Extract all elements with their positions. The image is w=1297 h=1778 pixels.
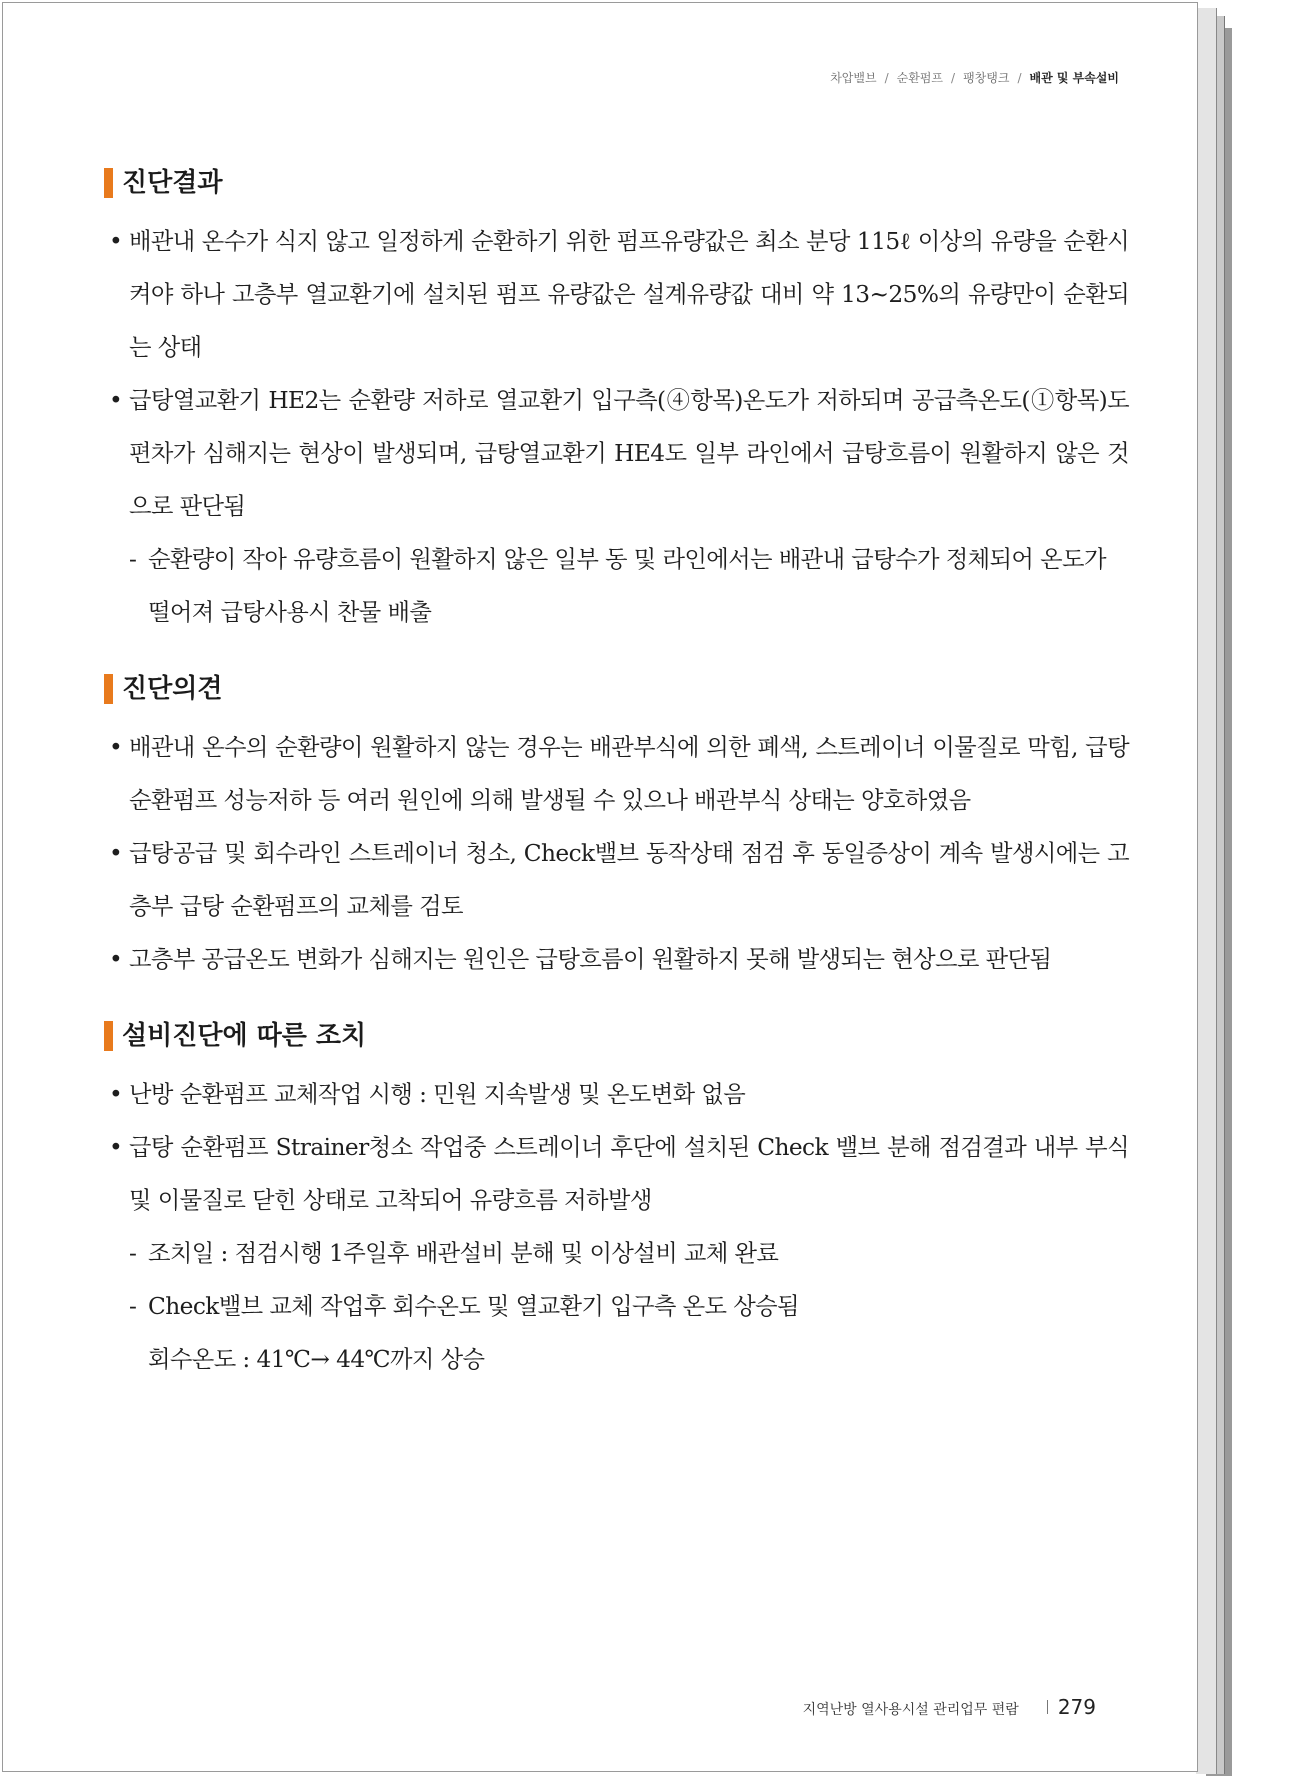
document-page [2,2,1198,1772]
section-title: 진단의견 [122,674,223,704]
breadcrumb-item: 차압밸브 [830,71,877,85]
breadcrumb-current: 배관 및 부속설비 [1029,71,1119,85]
footer-divider [1047,1700,1048,1714]
bullet-text: 급탕 순환펌프 Strainer청소 작업중 스트레이너 후단에 설치된 Check 밸브 분해 점검결과 내부 부식 및 이물질로 닫힌 상태로 고착되어 유량흐름 저하발생 [129,1134,1129,1214]
accent-bar [104,168,113,198]
continuation-text: 회수온도 : 41℃→ 44℃까지 상승 [148,1346,485,1373]
sub-item [104,1227,1129,1280]
bullet-text: 급탕열교환기 HE2는 순환량 저하로 열교환기 입구측(④항목)온도가 저하되며 공급측온도(①항목)도 편차가 심해지는 현상이 발생되며, 급탕열교환기 HE4도 일부 라인에서 급탕흐름이 원활하지 않은 것으로 판단됨 [129,387,1129,520]
bullet-text: 고층부 공급온도 변화가 심해지는 원인은 급탕흐름이 원활하지 못해 발생되는 현상으로 판단됨 [129,946,1052,973]
section-title: 진단결과 [122,168,223,198]
bullet-item [104,215,1129,374]
sub-item-text: 순환량이 작아 유량흐름이 원활하지 않은 일부 동 및 라인에서는 배관내 급탕수가 정체되어 온도가 떨어져 급탕사용시 찬물 배출 [148,546,1106,626]
breadcrumb-separator: / [951,71,956,85]
sub-item [104,1280,1129,1333]
page-number: 279 [1057,1695,1096,1719]
bullet-text: 급탕공급 및 회수라인 스트레이너 청소, Check밸브 동작상태 점검 후 동일증상이 계속 발생시에는 고층부 급탕 순환펌프의 교체를 검토 [129,840,1129,920]
bullet-dot-icon: • [109,1134,123,1161]
dash-marker: - [129,1293,137,1320]
sub-item [104,533,1129,639]
page-stack-edge [1196,8,1217,1774]
breadcrumb-item: 순환펌프 [896,71,944,85]
bullet-dot-icon: • [109,1081,123,1108]
dash-marker: - [129,1240,137,1267]
page-footer [803,1695,1096,1719]
bullet-item [104,933,1129,986]
bullet-dot-icon: • [109,840,123,867]
breadcrumb-item: 팽창탱크 [963,71,1010,85]
main-content [104,163,1129,1386]
bullet-text: 배관내 온수가 식지 않고 일정하게 순환하기 위한 펌프유량값은 최소 분당 115ℓ 이상의 유량을 순환시켜야 하나 고층부 열교환기에 설치된 펌프 유량값은 설계유량값 대비 약 13~25%의 유량만이 순환되는 상태 [129,228,1129,361]
section-title: 설비진단에 따른 조치 [122,1021,367,1051]
section-heading [104,669,1129,709]
bullet-dot-icon: • [109,228,123,255]
breadcrumb [830,69,1119,86]
bullet-item [104,374,1129,533]
accent-bar [104,674,113,704]
bullet-dot-icon: • [109,387,123,414]
section-actions [104,1016,1129,1386]
bullet-text: 배관내 온수의 순환량이 원활하지 않는 경우는 배관부식에 의한 폐색, 스트레이너 이물질로 막힘, 급탕순환펌프 성능저하 등 여러 원인에 의해 발생될 수 있으나 배관부식 상태는 양호하였음 [129,734,1129,814]
bullet-text: 난방 순환펌프 교체작업 시행 : 민원 지속발생 및 온도변화 없음 [129,1081,746,1108]
section-diagnosis-result [104,163,1129,639]
bullet-dot-icon: • [109,734,123,761]
sub-item-text: Check밸브 교체 작업후 회수온도 및 열교환기 입구측 온도 상승됨 [148,1293,799,1320]
breadcrumb-separator: / [884,71,889,85]
bullet-dot-icon: • [109,946,123,973]
section-heading [104,163,1129,203]
bullet-item [104,827,1129,933]
dash-marker: - [129,546,137,573]
bullet-item [104,1121,1129,1227]
bullet-list [104,721,1129,986]
section-heading [104,1016,1129,1056]
sub-item-text: 조치일 : 점검시행 1주일후 배관설비 분해 및 이상설비 교체 완료 [148,1240,779,1267]
bullet-list [104,215,1129,639]
accent-bar [104,1021,113,1051]
bullet-item [104,721,1129,827]
section-diagnosis-opinion [104,669,1129,986]
bullet-item [104,1068,1129,1121]
breadcrumb-separator: / [1017,71,1022,85]
bullet-list [104,1068,1129,1386]
book-title: 지역난방 열사용시설 관리업무 편람 [802,1702,1019,1718]
